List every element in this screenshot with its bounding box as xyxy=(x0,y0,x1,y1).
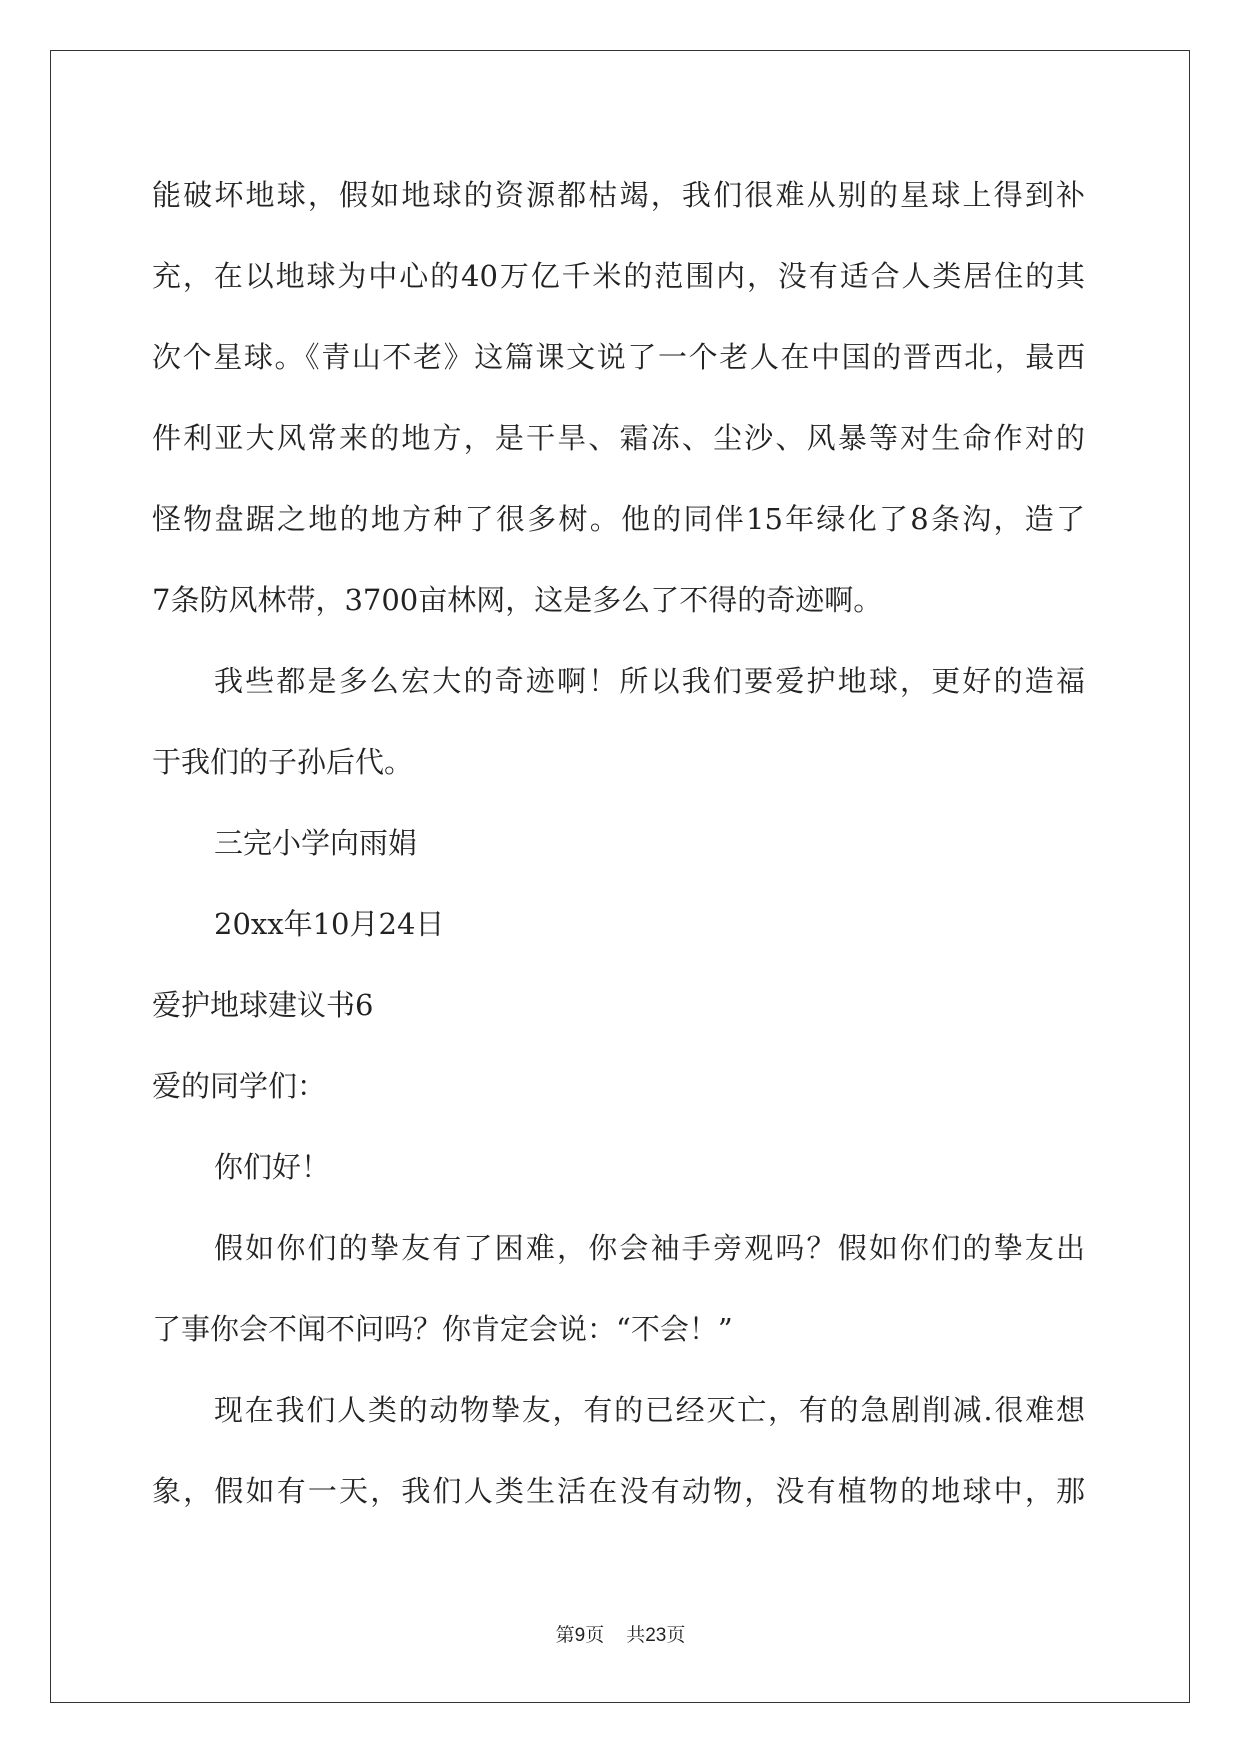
text-line: 了事你会不闻不问吗？你肯定会说：“不会！” xyxy=(152,1312,733,1346)
text-line: 怪物盘踞之地的地方种了很多树。他的同伴15年绿化了8条沟，造了 xyxy=(152,502,1085,536)
text-line: 7条防风林带，3700亩林网，这是多么了不得的奇迹啊。 xyxy=(152,583,883,617)
text-line: 于我们的子孙后代。 xyxy=(152,745,414,779)
salutation: 爱的同学们： xyxy=(152,1069,327,1103)
greeting: 你们好！ xyxy=(214,1150,331,1184)
text-line: 次个星球。《青山不老》这篇课文说了一个老人在中国的晋西北，最西 xyxy=(152,340,1085,374)
footer-page-suffix: 页 xyxy=(585,1624,605,1646)
text-line: 假如你们的挚友有了困难，你会袖手旁观吗？假如你们的挚友出 xyxy=(214,1231,1085,1265)
footer-page-prefix: 第 xyxy=(555,1624,575,1646)
signature-author: 三完小学向雨娟 xyxy=(214,826,418,860)
text-line: 件利亚大风常来的地方，是干旱、霜冻、尘沙、风暴等对生命作对的 xyxy=(152,421,1085,455)
footer-total-pages: 23 xyxy=(645,1625,667,1646)
text-line: 现在我们人类的动物挚友，有的已经灭亡，有的急剧削减.很难想 xyxy=(214,1393,1085,1427)
section-title: 爱护地球建议书6 xyxy=(152,988,374,1022)
footer-total-suffix: 页 xyxy=(666,1624,686,1646)
footer-page-number: 9 xyxy=(574,1625,586,1646)
text-line: 充，在以地球为中心的40万亿千米的范围内，没有适合人类居住的其 xyxy=(152,259,1085,293)
signature-date: 20xx年10月24日 xyxy=(214,907,445,941)
document-body xyxy=(152,155,1085,1532)
text-line: 我些都是多么宏大的奇迹啊！所以我们要爱护地球，更好的造福 xyxy=(214,664,1085,698)
text-line: 象，假如有一天，我们人类生活在没有动物，没有植物的地球中，那 xyxy=(152,1474,1085,1508)
footer-total-prefix: 共 xyxy=(626,1624,646,1646)
text-line: 能破坏地球，假如地球的资源都枯竭，我们很难从别的星球上得到补 xyxy=(152,178,1085,212)
page-footer xyxy=(0,1620,1241,1647)
